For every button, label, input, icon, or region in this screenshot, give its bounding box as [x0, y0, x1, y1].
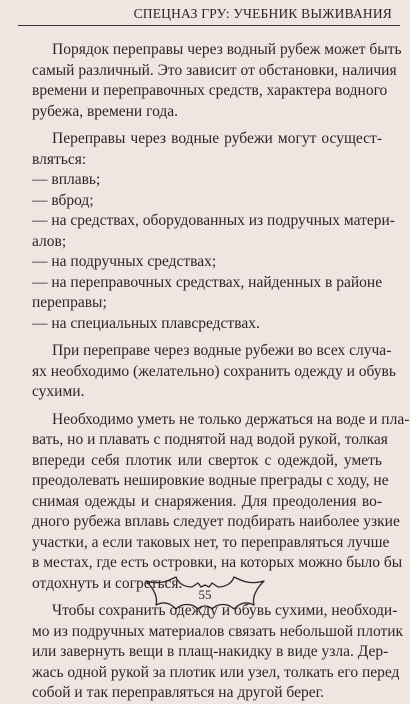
- text-line: ях необходимо (желательно) сохранить одежду и обувь: [32, 362, 396, 380]
- list-item: — на специальных плавсредствах.: [32, 314, 260, 332]
- text-line: сухими.: [32, 383, 85, 400]
- page-number: 55: [198, 587, 212, 602]
- list-item: — вплавь;: [32, 171, 101, 188]
- text-line: Чтобы сохранить одежду и обувь сухими, необходи-: [52, 602, 398, 619]
- text-line: мо из подручных материалов связать небольшой плотик: [32, 622, 404, 640]
- text-line: времени и переправочных средств, характера водного: [32, 82, 388, 99]
- running-header: СПЕЦНАЗ ГРУ: УЧЕБНИК ВЫЖИВАНИЯ: [133, 6, 392, 21]
- text-line: отдохнуть и согреться.: [32, 574, 183, 592]
- text-line: снимая одежды и снаряжения. Для преодоления во-: [32, 492, 382, 510]
- text-line: дного рубежа вплавь следует подбирать наиболее узкие: [32, 513, 400, 530]
- text-line: собой и так переправляться на другой берег.: [32, 684, 325, 701]
- page-footer: [0, 575, 410, 615]
- text-line: самый различный. Это зависит от обстановки, наличия: [32, 61, 397, 79]
- text-line: преодолевать нешировкие водные преграды с ходу, не: [32, 472, 389, 489]
- text-line: или завернуть вещи в плащ-накидку в виде узла. Дер-: [32, 643, 389, 660]
- text-line: вляться:: [32, 150, 87, 168]
- text-line: жась одной рукой за плотик или узел, толкать его перед: [32, 663, 400, 681]
- text-line: вать, но и плавать с поднятой над водой рукой, толкая: [32, 431, 388, 448]
- text-line: Необходимо уметь не только держаться на воде и пла-: [52, 410, 410, 428]
- text-line: При переправе через водные рубежи во всех случа-: [52, 342, 392, 359]
- text-line: алов;: [32, 232, 67, 250]
- list-item: — на переправочных средствах, найденных в районе: [32, 273, 383, 291]
- text-line: в местах, где есть островки, на которых можно было бы: [32, 554, 403, 571]
- text-line: участки, а если таковых нет, то переправляться лучше: [32, 533, 390, 551]
- header-rule: [18, 25, 400, 26]
- text-line: рубежа, времени года.: [32, 102, 179, 120]
- text-line: Порядок переправы через водный рубеж может быть: [52, 41, 402, 58]
- text-line: впереди себя плотик или сверток с одеждой, уметь: [32, 451, 382, 469]
- list-item: — на средствах, оборудованных из подручных матери-: [32, 212, 395, 229]
- list-item: — на подручных средствах;: [32, 253, 217, 270]
- text-line: Переправы через водные рубежи могут осущест-: [52, 130, 382, 147]
- text-line: переправы;: [32, 294, 107, 311]
- list-item: — вброд;: [32, 191, 94, 209]
